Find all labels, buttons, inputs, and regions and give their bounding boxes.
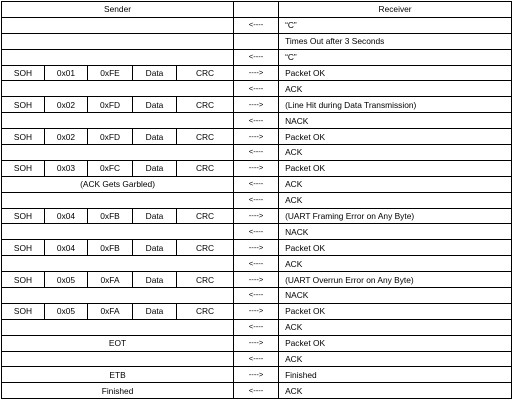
sender-empty-cell bbox=[2, 256, 234, 272]
table-row bbox=[2, 160, 512, 176]
soh-cell: SOH bbox=[2, 129, 45, 145]
soh-cell: SOH bbox=[2, 65, 45, 81]
direction-arrow-cell: <---- bbox=[234, 319, 279, 335]
direction-arrow-cell: <---- bbox=[234, 81, 279, 97]
receiver-cell: ACK bbox=[279, 319, 512, 335]
receiver-cell: ACK bbox=[279, 351, 512, 367]
soh-cell: SOH bbox=[2, 208, 45, 224]
crc-cell: CRC bbox=[177, 65, 234, 81]
block-complement-cell: 0xFE bbox=[88, 65, 133, 81]
direction-arrow-cell: <---- bbox=[234, 383, 279, 399]
receiver-cell: “C” bbox=[279, 17, 512, 33]
table-row bbox=[2, 49, 512, 65]
receiver-cell: Packet OK bbox=[279, 335, 512, 351]
table-row bbox=[2, 97, 512, 113]
receiver-cell: Times Out after 3 Seconds bbox=[279, 33, 512, 49]
sequence-body bbox=[2, 17, 512, 398]
table-row bbox=[2, 288, 512, 304]
direction-arrow-cell: <---- bbox=[234, 176, 279, 192]
table-row bbox=[2, 224, 512, 240]
data-cell: Data bbox=[133, 97, 177, 113]
data-cell: Data bbox=[133, 129, 177, 145]
header-row bbox=[2, 2, 512, 18]
direction-arrow-cell: <---- bbox=[234, 113, 279, 129]
table-row bbox=[2, 256, 512, 272]
direction-arrow-cell: <---- bbox=[234, 351, 279, 367]
block-complement-cell: 0xFD bbox=[88, 97, 133, 113]
soh-cell: SOH bbox=[2, 240, 45, 256]
sender-empty-cell bbox=[2, 145, 234, 161]
sender-empty-cell bbox=[2, 17, 234, 33]
block-complement-cell: 0xFB bbox=[88, 208, 133, 224]
data-cell: Data bbox=[133, 272, 177, 288]
receiver-cell: ACK bbox=[279, 192, 512, 208]
receiver-cell: (Line Hit during Data Transmission) bbox=[279, 97, 512, 113]
receiver-cell: NACK bbox=[279, 288, 512, 304]
table-row bbox=[2, 335, 512, 351]
direction-arrow-cell: <---- bbox=[234, 192, 279, 208]
data-cell: Data bbox=[133, 240, 177, 256]
receiver-cell: Packet OK bbox=[279, 129, 512, 145]
sender-empty-cell bbox=[2, 351, 234, 367]
block-number-cell: 0x05 bbox=[45, 303, 88, 319]
crc-cell: CRC bbox=[177, 160, 234, 176]
block-number-cell: 0x04 bbox=[45, 240, 88, 256]
direction-arrow-cell: ----> bbox=[234, 65, 279, 81]
sender-empty-cell bbox=[2, 113, 234, 129]
table-row bbox=[2, 113, 512, 129]
direction-arrow-cell: <---- bbox=[234, 256, 279, 272]
receiver-cell: Packet OK bbox=[279, 303, 512, 319]
block-complement-cell: 0xFC bbox=[88, 160, 133, 176]
soh-cell: SOH bbox=[2, 160, 45, 176]
direction-arrow-cell: ----> bbox=[234, 367, 279, 383]
block-complement-cell: 0xFD bbox=[88, 129, 133, 145]
block-number-cell: 0x04 bbox=[45, 208, 88, 224]
crc-cell: CRC bbox=[177, 303, 234, 319]
block-number-cell: 0x02 bbox=[45, 129, 88, 145]
direction-arrow-cell: ----> bbox=[234, 160, 279, 176]
receiver-cell: (UART Framing Error on Any Byte) bbox=[279, 208, 512, 224]
direction-arrow-cell: <---- bbox=[234, 17, 279, 33]
sender-header: Sender bbox=[2, 2, 234, 18]
table-row bbox=[2, 272, 512, 288]
direction-arrow-cell: <---- bbox=[234, 145, 279, 161]
table-row bbox=[2, 383, 512, 399]
table-row bbox=[2, 81, 512, 97]
sender-empty-cell bbox=[2, 81, 234, 97]
block-number-cell: 0x01 bbox=[45, 65, 88, 81]
table-row bbox=[2, 129, 512, 145]
table-row bbox=[2, 33, 512, 49]
soh-cell: SOH bbox=[2, 303, 45, 319]
sender-empty-cell bbox=[2, 33, 234, 49]
data-cell: Data bbox=[133, 65, 177, 81]
crc-cell: CRC bbox=[177, 272, 234, 288]
crc-cell: CRC bbox=[177, 208, 234, 224]
block-complement-cell: 0xFA bbox=[88, 303, 133, 319]
direction-arrow-cell bbox=[234, 33, 279, 49]
sender-note-cell: (ACK Gets Garbled) bbox=[2, 176, 234, 192]
table-row bbox=[2, 192, 512, 208]
block-number-cell: 0x03 bbox=[45, 160, 88, 176]
receiver-cell: “C” bbox=[279, 49, 512, 65]
table-row bbox=[2, 351, 512, 367]
sender-note-cell: ETB bbox=[2, 367, 234, 383]
receiver-cell: ACK bbox=[279, 176, 512, 192]
table-row bbox=[2, 367, 512, 383]
table-row bbox=[2, 176, 512, 192]
receiver-cell: (UART Overrun Error on Any Byte) bbox=[279, 272, 512, 288]
direction-arrow-cell: <---- bbox=[234, 224, 279, 240]
table-row bbox=[2, 303, 512, 319]
block-number-cell: 0x02 bbox=[45, 97, 88, 113]
receiver-header: Receiver bbox=[279, 2, 512, 18]
block-complement-cell: 0xFA bbox=[88, 272, 133, 288]
table-row bbox=[2, 319, 512, 335]
receiver-cell: ACK bbox=[279, 256, 512, 272]
direction-arrow-cell: ----> bbox=[234, 97, 279, 113]
table-row bbox=[2, 145, 512, 161]
direction-arrow-cell: ----> bbox=[234, 335, 279, 351]
data-cell: Data bbox=[133, 303, 177, 319]
soh-cell: SOH bbox=[2, 97, 45, 113]
data-cell: Data bbox=[133, 208, 177, 224]
sender-note-cell: Finished bbox=[2, 383, 234, 399]
direction-arrow-cell: <---- bbox=[234, 288, 279, 304]
crc-cell: CRC bbox=[177, 240, 234, 256]
direction-arrow-cell: ----> bbox=[234, 303, 279, 319]
sender-empty-cell bbox=[2, 319, 234, 335]
receiver-cell: ACK bbox=[279, 81, 512, 97]
sender-note-cell: EOT bbox=[2, 335, 234, 351]
table-row bbox=[2, 208, 512, 224]
table-row bbox=[2, 240, 512, 256]
arrow-header bbox=[234, 2, 279, 18]
crc-cell: CRC bbox=[177, 129, 234, 145]
crc-cell: CRC bbox=[177, 97, 234, 113]
xmodem-sequence-table bbox=[1, 1, 512, 399]
receiver-cell: ACK bbox=[279, 383, 512, 399]
sender-empty-cell bbox=[2, 288, 234, 304]
table-row bbox=[2, 65, 512, 81]
data-cell: Data bbox=[133, 160, 177, 176]
receiver-cell: NACK bbox=[279, 113, 512, 129]
table-row bbox=[2, 17, 512, 33]
receiver-cell: Packet OK bbox=[279, 65, 512, 81]
sender-empty-cell bbox=[2, 224, 234, 240]
direction-arrow-cell: <---- bbox=[234, 49, 279, 65]
block-number-cell: 0x05 bbox=[45, 272, 88, 288]
direction-arrow-cell: ----> bbox=[234, 240, 279, 256]
soh-cell: SOH bbox=[2, 272, 45, 288]
direction-arrow-cell: ----> bbox=[234, 208, 279, 224]
receiver-cell: Packet OK bbox=[279, 240, 512, 256]
receiver-cell: NACK bbox=[279, 224, 512, 240]
direction-arrow-cell: ----> bbox=[234, 129, 279, 145]
block-complement-cell: 0xFB bbox=[88, 240, 133, 256]
direction-arrow-cell: ----> bbox=[234, 272, 279, 288]
sender-empty-cell bbox=[2, 192, 234, 208]
receiver-cell: ACK bbox=[279, 145, 512, 161]
sender-empty-cell bbox=[2, 49, 234, 65]
receiver-cell: Finished bbox=[279, 367, 512, 383]
receiver-cell: Packet OK bbox=[279, 160, 512, 176]
